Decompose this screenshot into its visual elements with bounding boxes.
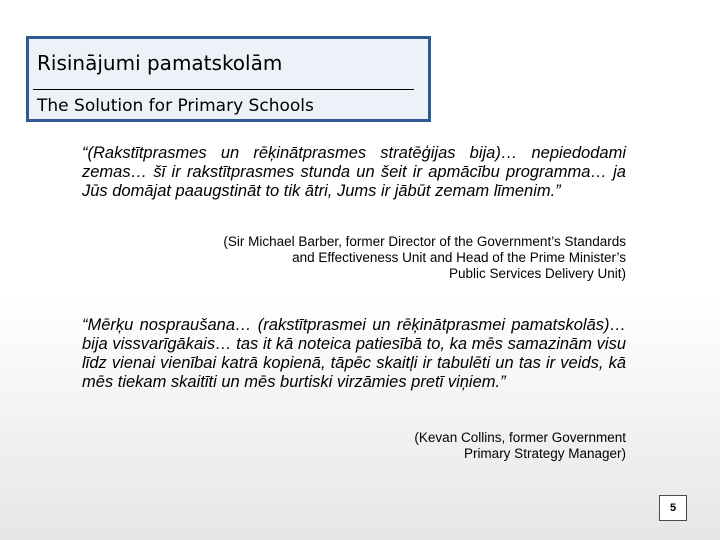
attribution-barber: [126, 234, 626, 282]
attribution-collins: [326, 430, 626, 462]
attribution-line: (Sir Michael Barber, former Director of the Government’s Standards: [223, 234, 626, 249]
attribution-line: and Effectiveness Unit and Head of the Prime Minister’s: [292, 250, 626, 265]
page-number: 5: [659, 495, 687, 521]
attribution-line: Public Services Delivery Unit): [448, 266, 626, 281]
title-divider: [33, 89, 414, 90]
title-latvian: Risinājumi pamatskolām: [37, 51, 283, 75]
quote-barber: “(Rakstītprasmes un rēķinātprasmes stratēģijas bija)… nepiedodami zemas… šī ir rakstītprasmes stunda un šeit ir apmācību programma… ja Jūs domājat paaugstināt to tik ātri, Jums ir jābūt zemam līmenim.”: [82, 144, 626, 200]
title-english: The Solution for Primary Schools: [37, 96, 314, 116]
attribution-line: Primary Strategy Manager): [463, 446, 626, 461]
quote-collins: “Mērķu nospraušana… (rakstītprasmei un rēķinātprasmei pamatskolās)… bija vissvarīgākais… tas it kā noteica patiesībā to, ka mēs samazinām visu līdz vienai vienībai katrā kopienā, tāpēc skaitļi ir tabulēti un tas ir veids, kā mēs tiekam skaitīti un mēs burtiski virzāmies pretī viņiem.”: [82, 316, 626, 391]
slide-title-box: [26, 36, 431, 122]
attribution-line: (Kevan Collins, former Government: [414, 430, 626, 445]
